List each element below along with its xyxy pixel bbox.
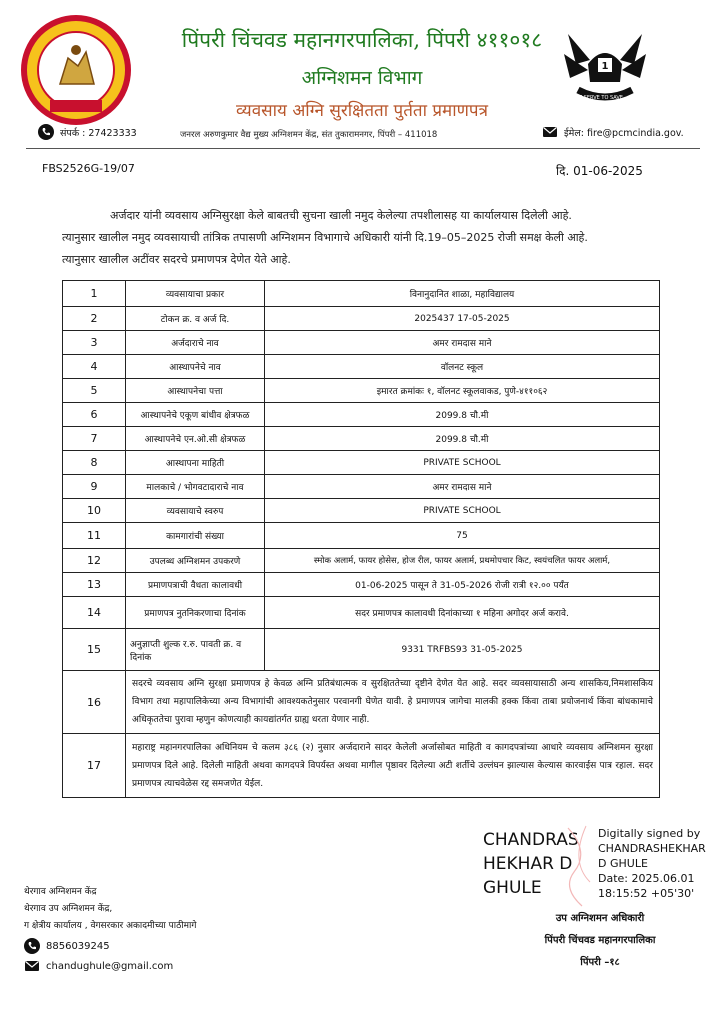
table-row <box>63 475 660 499</box>
footer-line-1: थेरगाव अग्निशमन केंद्र <box>24 887 97 897</box>
signature-info-line: CHANDRASHEKHAR <box>598 842 706 855</box>
digital-signature-info <box>598 826 718 901</box>
row-label: व्यवसायाचे स्वरुप <box>126 499 265 523</box>
certificate-title: व्यवसाय अग्नि सुरक्षितता पुर्तता प्रमाणपत्र <box>236 101 488 121</box>
row-value: PRIVATE SCHOOL <box>265 451 660 475</box>
row-number: 13 <box>63 573 126 597</box>
footer-email-address: chandughule@gmail.com <box>46 960 174 972</box>
row-value: 75 <box>265 523 660 549</box>
row-label: कामगारांची संख्या <box>126 523 265 549</box>
row-value: PRIVATE SCHOOL <box>265 499 660 523</box>
table-row <box>63 307 660 331</box>
table-row <box>63 734 660 798</box>
signature-info-line: 18:15:52 +05'30' <box>598 887 695 900</box>
row-number: 2 <box>63 307 126 331</box>
table-row <box>63 355 660 379</box>
row-number: 7 <box>63 427 126 451</box>
header-phone <box>38 124 137 140</box>
table-row <box>63 573 660 597</box>
footer-line-2: थेरगाव उप अग्निशमन केंद्र, <box>24 904 113 914</box>
signature-info-line: Date: 2025.06.01 <box>598 872 695 885</box>
row-label: प्रमाणपत्राची वैधता कालावधी <box>126 573 265 597</box>
row-value: 01-06-2025 पासून ते 31-05-2026 रोजी रात्री १२.०० पर्यंत <box>265 573 660 597</box>
signer-name-line: CHANDRAS <box>483 830 579 850</box>
row-value: 2099.8 चौ.मी <box>265 427 660 451</box>
condition-text: सदरचे व्यवसाय अग्नि सुरक्षा प्रमाणपत्र हे केवळ अग्नि प्रतिबंधात्मक व सुरक्षिततेच्या दृष्टीने देणेत येत आहे. सदर व्यवसायासाठी अन्य शासकिय,निमशासकिय विभाग तथा महापालिकेच्या अन्य विभागांची आवश्यकतेनुसार परवानगी घेणेत यावी. हे प्रमाणपत्र जागेचा मालकी हक्क किंवा ताबा प्रयोजनार्थ किंवा बांधकामाचे अधिकृततेचा पुरावा म्हणुन कोणत्याही कायद्यांतर्गत ग्राह्य धरता येणार नाही. <box>126 671 660 734</box>
table-row <box>63 451 660 475</box>
phone-number: संपर्क : 27423333 <box>60 127 137 139</box>
table-row <box>63 499 660 523</box>
row-value: 9331 TRFBS93 31-05-2025 <box>265 629 660 671</box>
corporation-name: पिंपरी चिंचवड महानगरपालिका, पिंपरी ४११०१८ <box>181 28 543 52</box>
table-row <box>63 379 660 403</box>
row-label: अनुज्ञाप्ती शुल्क र.रु. पावती क्र. व दिनांक <box>126 629 265 671</box>
reference-number: FBS2526G-19/07 <box>42 162 135 175</box>
table-row <box>63 403 660 427</box>
row-value: 2099.8 चौ.मी <box>265 403 660 427</box>
email-icon <box>542 124 558 140</box>
condition-text: महाराष्ट्र महानगरपालिका अधिनियम चे कलम ३८६ (२) नुसार अर्जदाराने सादर केलेली अर्जासोबत माहिती व कागदपत्रांच्या आधारे व्यवसाय अग्निशमन सुरक्षा प्रमाणपत्र दिले आहे. दिलेली माहिती अथवा कागदपत्रे विपर्यस्त अथवा मागील पृष्ठावर दिलेल्या अटी शर्तीचे उल्लंघन झाल्यास केल्यास कारवाईस पात्र रहाल. सदर प्रमाणपत्र त्याचवेळेस रद्द समजणेत येईल. <box>126 734 660 798</box>
row-number: 9 <box>63 475 126 499</box>
table-row <box>63 427 660 451</box>
table-row <box>63 671 660 734</box>
row-number: 6 <box>63 403 126 427</box>
row-number: 14 <box>63 597 126 629</box>
row-number: 11 <box>63 523 126 549</box>
svg-text:1: 1 <box>601 61 609 72</box>
signer-city: पिंपरी –१८ <box>580 957 620 968</box>
phone-icon <box>38 124 54 140</box>
logo-motto: WE SERVE TO SAVE <box>574 95 623 101</box>
row-label: अर्जदाराचे नाव <box>126 331 265 355</box>
intro-line-1: अर्जदार यांनी व्यवसाय अग्निसुरक्षा केले बाबतची सुचना खाली नमुद केलेल्या तपशीलासह या कार्यालयास दिलेली आहे. <box>110 209 572 222</box>
row-label: टोकन क्र. व अर्ज दि. <box>126 307 265 331</box>
table-row <box>63 549 660 573</box>
row-label: आस्थापना माहिती <box>126 451 265 475</box>
row-label: आस्थापनेचे नाव <box>126 355 265 379</box>
row-number: 16 <box>63 671 126 734</box>
table-row <box>63 523 660 549</box>
row-label: उपलब्ध अग्निशमन उपकरणे <box>126 549 265 573</box>
department-name: अग्निशमन विभाग <box>301 67 423 89</box>
signer-name-line: GHULE <box>483 878 542 898</box>
footer-line-3: ग क्षेत्रीय कार्यालय , वेगसरकार अकादमीच्या पाठीमागे <box>24 921 197 931</box>
signature-info-line: Digitally signed by <box>598 827 701 840</box>
office-address: जनरल अरुणकुमार वैद्य मुख्य अग्निशमन केंद्र, संत तुकारामनगर, पिंपरी – 411018 <box>180 130 438 140</box>
row-value: विनानुदानित शाळा, महाविद्यालय <box>265 281 660 307</box>
intro-paragraph <box>62 205 702 271</box>
row-value: अमर रामदास माने <box>265 331 660 355</box>
header-email <box>542 124 684 140</box>
signer-office: पिंपरी चिंचवड महानगरपालिका <box>544 935 656 946</box>
details-table <box>62 280 660 798</box>
row-number: 4 <box>63 355 126 379</box>
row-label: आस्थापनेचे एन.ओ.सी क्षेत्रफळ <box>126 427 265 451</box>
email-icon <box>24 958 40 974</box>
row-label: आस्थापनेचा पत्ता <box>126 379 265 403</box>
row-number: 5 <box>63 379 126 403</box>
footer-phone <box>24 938 110 954</box>
row-value: स्मोक अलार्म, फायर होसेस, होज रील, फायर अलार्म, प्रथमोपचार किट, स्वयंचलित फायर अलार्म, <box>265 549 660 573</box>
row-number: 1 <box>63 281 126 307</box>
row-number: 10 <box>63 499 126 523</box>
table-row <box>63 331 660 355</box>
row-number: 3 <box>63 331 126 355</box>
signature-mark <box>560 822 600 912</box>
row-number: 8 <box>63 451 126 475</box>
footer-phone-number: 8856039245 <box>46 940 110 952</box>
table-row <box>63 629 660 671</box>
signer-name-line: HEKHAR D <box>483 854 573 874</box>
footer-email <box>24 958 173 974</box>
phone-icon <box>24 938 40 954</box>
header-divider <box>26 148 700 149</box>
issue-date: दि. 01-06-2025 <box>556 164 643 178</box>
row-value: इमारत क्रमांकः १, वॉलनट स्कूलवाकड, पुणे-४११०६२ <box>265 379 660 403</box>
row-label: व्यवसायाचा प्रकार <box>126 281 265 307</box>
intro-line-3: त्यानुसार खालील अटींवर सदरचे प्रमाणपत्र देणेत येते आहे. <box>62 253 291 266</box>
row-label: आस्थापनेचे एकूण बांधीव क्षेत्रफळ <box>126 403 265 427</box>
row-value: अमर रामदास माने <box>265 475 660 499</box>
row-number: 15 <box>63 629 126 671</box>
row-value: वॉलनट स्कूल <box>265 355 660 379</box>
signature-info-line: D GHULE <box>598 857 648 870</box>
row-value: सदर प्रमाणपत्र कालावधी दिनांकाच्या १ महिना अगोदर अर्ज करावे. <box>265 597 660 629</box>
email-address: ईमेल: fire@pcmcindia.gov. <box>564 127 684 139</box>
intro-line-2: त्यानुसार खालील नमुद व्यवसायाची तांत्रिक तपासणी अग्निशमन विभागाचे अधिकारी यांनी दि.19–05–2025 रोजी समक्ष केली आहे. <box>62 231 588 244</box>
row-label: मालकाचे / भोगवटादाराचे नाव <box>126 475 265 499</box>
row-number: 17 <box>63 734 126 798</box>
table-row <box>63 281 660 307</box>
row-label: प्रमाणपत्र नुतनिकरणाचा दिनांक <box>126 597 265 629</box>
row-number: 12 <box>63 549 126 573</box>
table-row <box>63 597 660 629</box>
signer-designation: उप अग्निशमन अधिकारी <box>555 913 645 924</box>
row-value: 2025437 17-05-2025 <box>265 307 660 331</box>
